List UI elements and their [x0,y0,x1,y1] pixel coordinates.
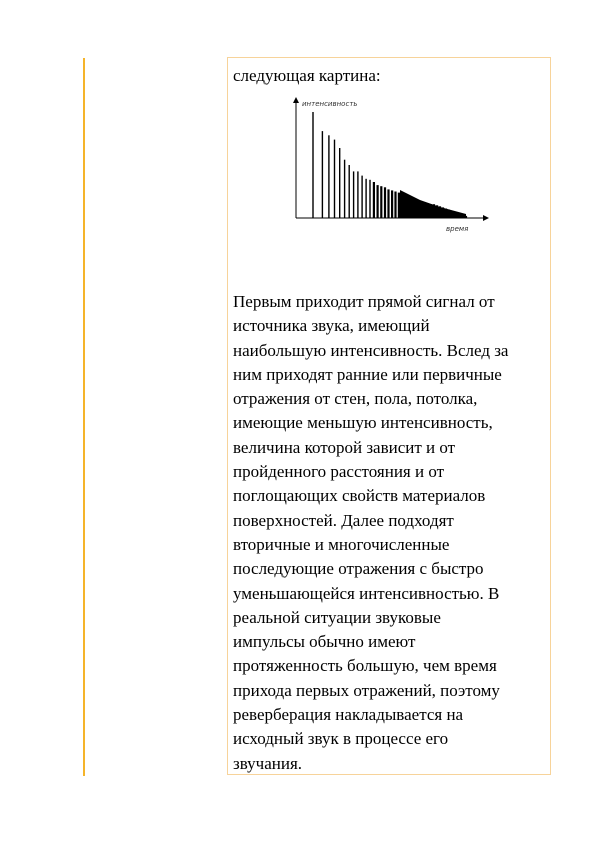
x-axis-label: время [446,225,469,233]
intro-text: следующая картина: [233,66,381,85]
impulse-bars [313,112,466,218]
y-axis-label: интенсивность [302,100,358,108]
reflection-diagram [280,92,495,237]
left-margin-rule [83,58,85,776]
dense-reflections-tail [400,190,466,218]
reflection-diagram-svg [280,92,495,237]
body-paragraph: Первым приходит прямой сигнал от источника звука, имеющий наибольшую интенсивность. Вслед за ним приходят ранние или первичные отражения от стен, пола, потолка, имеющие меньшую интенсивность, величина которой зависит и от пройденного расстояния и от поглощающих свойств материалов поверхностей. Далее подходят вторичные и многочисленные последующие отражения с быстро уменьшающейся интенсивностью. В реальной ситуации звуковые импульсы обычно имеют протяженность большую, чем время прихода первых отражений, поэтому реверберация накладывается на исходный звук в процессе его звучания. [233,292,509,773]
